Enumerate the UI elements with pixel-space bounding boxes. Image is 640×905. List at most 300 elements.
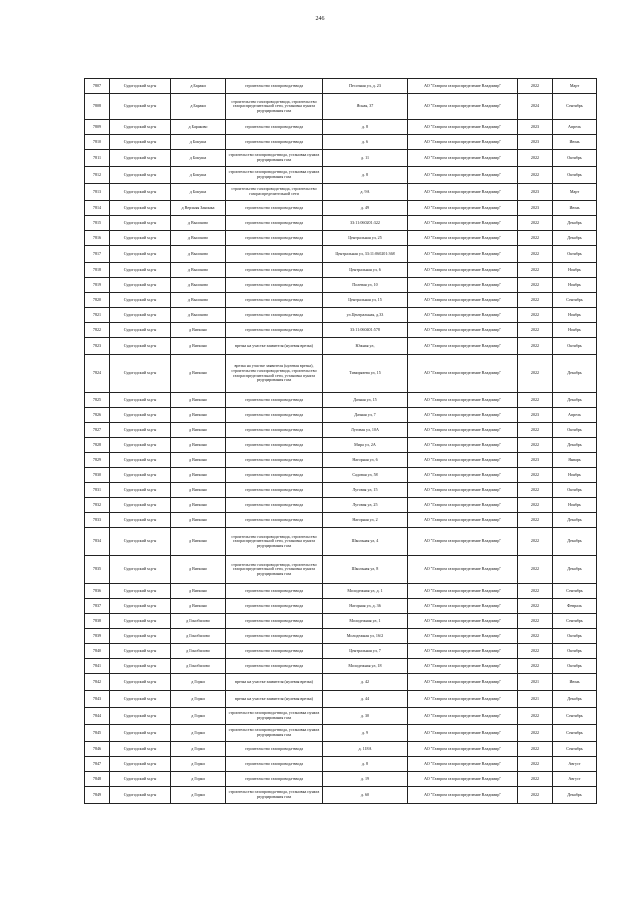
work-type-cell: строительство газопровода-ввода <box>226 246 323 263</box>
row-number: 7847 <box>85 757 110 772</box>
month-cell: Декабрь <box>553 438 597 453</box>
month-cell: Январь <box>553 453 597 468</box>
district-cell: Судогодский м.р-н <box>110 120 171 135</box>
organization-cell: АО "Газпром газораспределение Владимир" <box>408 438 518 453</box>
address-cell: Центральная ул, 6 <box>323 263 408 278</box>
row-number: 7845 <box>85 725 110 742</box>
row-number: 7811 <box>85 150 110 167</box>
year-cell: 2022 <box>518 293 553 308</box>
month-cell: Февраль <box>553 599 597 614</box>
month-cell: Сентябрь <box>553 725 597 742</box>
organization-cell: АО "Газпром газораспределение Владимир" <box>408 498 518 513</box>
row-number: 7815 <box>85 216 110 231</box>
locality-cell: д Вяткино <box>171 498 226 513</box>
locality-cell: д Вяткино <box>171 423 226 438</box>
address-cell: Молодежная ул, 16/2 <box>323 629 408 644</box>
table-row <box>85 423 597 438</box>
address-cell: Молодежная ул, 1 <box>323 614 408 629</box>
locality-cell: д Горки <box>171 691 226 708</box>
district-cell: Судогодский м.р-н <box>110 167 171 184</box>
locality-cell: д Вяткино <box>171 513 226 528</box>
year-cell: 2022 <box>518 584 553 599</box>
address-cell: Мира ул, 2А <box>323 438 408 453</box>
organization-cell: АО "Газпром газораспределение Владимир" <box>408 167 518 184</box>
address-cell: д. 44 <box>323 691 408 708</box>
work-type-cell: строительство газопровода-ввода <box>226 659 323 674</box>
address-cell: ул.Центральная, д.33 <box>323 308 408 323</box>
row-number: 7810 <box>85 135 110 150</box>
row-number: 7828 <box>85 438 110 453</box>
locality-cell: д Вяткино <box>171 338 226 355</box>
table-row <box>85 278 597 293</box>
district-cell: Судогодский м.р-н <box>110 644 171 659</box>
address-cell: Луговая ул, 10А <box>323 423 408 438</box>
work-type-cell: строительство газопровода-ввода <box>226 263 323 278</box>
organization-cell: АО "Газпром газораспределение Владимир" <box>408 674 518 691</box>
locality-cell: д Бокуша <box>171 150 226 167</box>
locality-cell: д Вяткино <box>171 584 226 599</box>
row-number: 7814 <box>85 201 110 216</box>
table-row <box>85 614 597 629</box>
locality-cell: д Горки <box>171 757 226 772</box>
address-cell: Южная ул, <box>323 338 408 355</box>
locality-cell: д Гонобилово <box>171 659 226 674</box>
month-cell: Март <box>553 184 597 201</box>
address-cell: Школьная ул, 8 <box>323 556 408 584</box>
district-cell: Судогодский м.р-н <box>110 323 171 338</box>
address-cell: д. 30 <box>323 708 408 725</box>
locality-cell: д Бараки <box>171 94 226 120</box>
table-row <box>85 599 597 614</box>
month-cell: Декабрь <box>553 528 597 556</box>
row-number: 7834 <box>85 528 110 556</box>
locality-cell: д Бараково <box>171 120 226 135</box>
table-row <box>85 629 597 644</box>
address-cell: д. 11 <box>323 150 408 167</box>
organization-cell: АО "Газпром газораспределение Владимир" <box>408 787 518 804</box>
work-type-cell: строительство газопровода-ввода, установка пункта редуцирования газа <box>226 150 323 167</box>
organization-cell: АО "Газпром газораспределение Владимир" <box>408 79 518 94</box>
table-row <box>85 246 597 263</box>
address-cell: д. 42 <box>323 674 408 691</box>
work-type-cell: строительство газопровода-ввода, установка пункта редуцирования газа <box>226 708 323 725</box>
work-type-cell: строительство газопровода-ввода <box>226 438 323 453</box>
work-type-cell: строительство газопровода-ввода <box>226 231 323 246</box>
district-cell: Судогодский м.р-н <box>110 263 171 278</box>
organization-cell: АО "Газпром газораспределение Владимир" <box>408 468 518 483</box>
address-cell: Молодежная ул, д. 1 <box>323 584 408 599</box>
organization-cell: АО "Газпром газораспределение Владимир" <box>408 338 518 355</box>
district-cell: Судогодский м.р-н <box>110 216 171 231</box>
year-cell: 2022 <box>518 513 553 528</box>
district-cell: Судогодский м р-н <box>110 94 171 120</box>
locality-cell: д Горки <box>171 708 226 725</box>
work-type-cell: строительство газопровода-ввода <box>226 323 323 338</box>
address-cell: Тимирязева ул, 15 <box>323 355 408 393</box>
locality-cell: д Гонобилово <box>171 644 226 659</box>
month-cell: Сентябрь <box>553 94 597 120</box>
table-row <box>85 167 597 184</box>
district-cell: Судогодский м.р-н <box>110 79 171 94</box>
table-row <box>85 94 597 120</box>
year-cell: 2022 <box>518 528 553 556</box>
year-cell: 2022 <box>518 556 553 584</box>
organization-cell: АО "Газпром газораспределение Владимир" <box>408 757 518 772</box>
address-cell: Луговая ул, 15 <box>323 483 408 498</box>
page-number: 246 <box>315 16 325 22</box>
district-cell: Судогодский м.р-н <box>110 338 171 355</box>
month-cell: Июнь <box>553 674 597 691</box>
month-cell: Октябрь <box>553 483 597 498</box>
year-cell: 2022 <box>518 231 553 246</box>
address-cell: Нагорная ул, 6 <box>323 453 408 468</box>
table-row <box>85 742 597 757</box>
district-cell: Судогодский м.р-н <box>110 742 171 757</box>
table-row <box>85 659 597 674</box>
row-number: 7827 <box>85 423 110 438</box>
year-cell: 2023 <box>518 135 553 150</box>
locality-cell: д Верхняя Занинка <box>171 201 226 216</box>
locality-cell: д Высоково <box>171 216 226 231</box>
locality-cell: д Высоково <box>171 246 226 263</box>
locality-cell: д Вяткино <box>171 438 226 453</box>
year-cell: 2021 <box>518 674 553 691</box>
row-number: 7832 <box>85 498 110 513</box>
work-type-cell: врезка на участке заявителя (нулевая врезка), строительство газопровода-ввода, строительство газораспределительной сети, установка пункта редуцирования газа <box>226 355 323 393</box>
locality-cell: д Вяткино <box>171 528 226 556</box>
locality-cell: д Высоково <box>171 293 226 308</box>
year-cell: 2022 <box>518 338 553 355</box>
address-cell: Центральная ул, 15 <box>323 293 408 308</box>
table-row <box>85 120 597 135</box>
row-number: 7818 <box>85 263 110 278</box>
locality-cell: д Бокуша <box>171 167 226 184</box>
month-cell: Ноябрь <box>553 323 597 338</box>
table-row <box>85 216 597 231</box>
organization-cell: АО "Газпром газораспределение Владимир" <box>408 135 518 150</box>
district-cell: Судогодский м.р-н <box>110 691 171 708</box>
row-number: 7813 <box>85 184 110 201</box>
organization-cell: АО "Газпром газораспределение Владимир" <box>408 323 518 338</box>
year-cell: 2021 <box>518 691 553 708</box>
row-number: 7833 <box>85 513 110 528</box>
locality-cell: д Вяткино <box>171 408 226 423</box>
district-cell: Судогодский м.р-н <box>110 629 171 644</box>
work-type-cell: врезка на участке заявителя (нулевая врезка) <box>226 691 323 708</box>
month-cell: Октябрь <box>553 659 597 674</box>
district-cell: Судогодский м.р-н <box>110 599 171 614</box>
work-type-cell: строительство газопровода-ввода <box>226 293 323 308</box>
row-number: 7829 <box>85 453 110 468</box>
locality-cell: д Горки <box>171 787 226 804</box>
address-cell: д. 9 <box>323 725 408 742</box>
row-number: 7826 <box>85 408 110 423</box>
work-type-cell: строительство газопровода-ввода, строительство газораспределительной сети, установка пункта редуцирования газа <box>226 528 323 556</box>
organization-cell: АО "Газпром газораспределение Владимир" <box>408 355 518 393</box>
month-cell: Декабрь <box>553 355 597 393</box>
month-cell: Октябрь <box>553 644 597 659</box>
district-cell: Судогодский м.р-н <box>110 556 171 584</box>
table-row <box>85 293 597 308</box>
organization-cell: АО "Газпром газораспределение Владимир" <box>408 263 518 278</box>
locality-cell: д Вяткино <box>171 355 226 393</box>
row-number: 7821 <box>85 308 110 323</box>
month-cell: Апрель <box>553 408 597 423</box>
organization-cell: АО "Газпром газораспределение Владимир" <box>408 246 518 263</box>
district-cell: Судогодский м.р-н <box>110 483 171 498</box>
district-cell: Судогодский м.р-н <box>110 293 171 308</box>
address-cell: д. 49 <box>323 201 408 216</box>
row-number: 7838 <box>85 614 110 629</box>
address-cell: 33:11:060201:322 <box>323 216 408 231</box>
address-cell: Нагорная ул, д. 36 <box>323 599 408 614</box>
row-number: 7823 <box>85 338 110 355</box>
address-cell: Молодежная ул, 18 <box>323 659 408 674</box>
organization-cell: АО "Газпром газораспределение Владимир" <box>408 231 518 246</box>
district-cell: Судогодский м.р-н <box>110 408 171 423</box>
district-cell: Судогодский м.р-н <box>110 513 171 528</box>
row-number: 7835 <box>85 556 110 584</box>
organization-cell: АО "Газпром газораспределение Владимир" <box>408 556 518 584</box>
work-type-cell: строительство газопровода-ввода <box>226 483 323 498</box>
month-cell: Декабрь <box>553 231 597 246</box>
organization-cell: АО "Газпром газораспределение Владимир" <box>408 408 518 423</box>
row-number: 7807 <box>85 79 110 94</box>
month-cell: Июнь <box>553 135 597 150</box>
month-cell: Октябрь <box>553 423 597 438</box>
row-number: 7808 <box>85 94 110 120</box>
work-type-cell: строительство газопровода-ввода <box>226 453 323 468</box>
address-cell: Ясная, 37 <box>323 94 408 120</box>
table-row <box>85 483 597 498</box>
work-type-cell: строительство газопровода-ввода <box>226 135 323 150</box>
organization-cell: АО "Газпром газораспределение Владимир" <box>408 94 518 120</box>
table-row <box>85 528 597 556</box>
year-cell: 2023 <box>518 453 553 468</box>
year-cell: 2022 <box>518 787 553 804</box>
row-number: 7817 <box>85 246 110 263</box>
table-row <box>85 757 597 772</box>
district-cell: Судогодский м.р-н <box>110 150 171 167</box>
month-cell: Ноябрь <box>553 278 597 293</box>
table-row <box>85 355 597 393</box>
month-cell: Декабрь <box>553 216 597 231</box>
work-type-cell: строительство газопровода-ввода <box>226 584 323 599</box>
table-row <box>85 725 597 742</box>
organization-cell: АО "Газпром газораспределение Владимир" <box>408 393 518 408</box>
locality-cell: д Вяткино <box>171 323 226 338</box>
district-cell: Судогодский м.р-н <box>110 231 171 246</box>
organization-cell: АО "Газпром газораспределение Владимир" <box>408 691 518 708</box>
work-type-cell: строительство газопровода-ввода, установка пункта редуцирования газа <box>226 725 323 742</box>
month-cell: Ноябрь <box>553 468 597 483</box>
table-row <box>85 135 597 150</box>
month-cell: Декабрь <box>553 556 597 584</box>
month-cell: Ноябрь <box>553 263 597 278</box>
work-type-cell: строительство газопровода-ввода <box>226 498 323 513</box>
organization-cell: АО "Газпром газораспределение Владимир" <box>408 742 518 757</box>
table-row <box>85 453 597 468</box>
locality-cell: д Бараки <box>171 79 226 94</box>
year-cell: 2022 <box>518 355 553 393</box>
year-cell: 2022 <box>518 246 553 263</box>
year-cell: 2022 <box>518 629 553 644</box>
table-row <box>85 201 597 216</box>
table-row <box>85 708 597 725</box>
district-cell: Судогодский м.р-н <box>110 584 171 599</box>
organization-cell: АО "Газпром газораспределение Владимир" <box>408 483 518 498</box>
year-cell: 2022 <box>518 757 553 772</box>
work-type-cell: врезка на участке заявителя (нулевая врезка) <box>226 674 323 691</box>
table-row <box>85 323 597 338</box>
address-cell: д. 19 <box>323 772 408 787</box>
organization-cell: АО "Газпром газораспределение Владимир" <box>408 708 518 725</box>
work-type-cell: строительство газопровода-ввода <box>226 772 323 787</box>
work-type-cell: строительство газопровода-ввода <box>226 629 323 644</box>
table-row <box>85 787 597 804</box>
year-cell: 2022 <box>518 167 553 184</box>
address-cell: д. 60 <box>323 787 408 804</box>
month-cell: Октябрь <box>553 150 597 167</box>
organization-cell: АО "Газпром газораспределение Владимир" <box>408 659 518 674</box>
year-cell: 2022 <box>518 725 553 742</box>
row-number: 7837 <box>85 599 110 614</box>
organization-cell: АО "Газпром газораспределение Владимир" <box>408 216 518 231</box>
month-cell: Декабрь <box>553 393 597 408</box>
organization-cell: АО "Газпром газораспределение Владимир" <box>408 644 518 659</box>
locality-cell: д Высоково <box>171 231 226 246</box>
work-type-cell: строительство газопровода-ввода <box>226 278 323 293</box>
work-type-cell: строительство газопровода-ввода <box>226 513 323 528</box>
table-row <box>85 79 597 94</box>
district-cell: Судогодский м.р-н <box>110 453 171 468</box>
work-type-cell: строительство газопровода-ввода <box>226 393 323 408</box>
work-type-cell: строительство газопровода-ввода <box>226 308 323 323</box>
district-cell: Судогодский м.р-н <box>110 757 171 772</box>
locality-cell: д Бокуша <box>171 135 226 150</box>
year-cell: 2022 <box>518 150 553 167</box>
locality-cell: д Гонобилово <box>171 629 226 644</box>
year-cell: 2023 <box>518 120 553 135</box>
year-cell: 2022 <box>518 599 553 614</box>
district-cell: Судогодский м.р-н <box>110 184 171 201</box>
table-row <box>85 393 597 408</box>
year-cell: 2022 <box>518 498 553 513</box>
organization-cell: АО "Газпром газораспределение Владимир" <box>408 772 518 787</box>
month-cell: Сентябрь <box>553 293 597 308</box>
row-number: 7820 <box>85 293 110 308</box>
locality-cell: д Горки <box>171 772 226 787</box>
locality-cell: д Вяткино <box>171 599 226 614</box>
table-row <box>85 674 597 691</box>
district-cell: Судогодский м.р-н <box>110 201 171 216</box>
row-number: 7836 <box>85 584 110 599</box>
row-number: 7824 <box>85 355 110 393</box>
address-cell: 33:11:060401:578 <box>323 323 408 338</box>
locality-cell: д Высоково <box>171 263 226 278</box>
address-cell: Дачная ул, 15 <box>323 393 408 408</box>
address-cell: Песочная ул, д. 23 <box>323 79 408 94</box>
row-number: 7830 <box>85 468 110 483</box>
year-cell: 2023 <box>518 184 553 201</box>
work-type-cell: строительство газопровода-ввода <box>226 423 323 438</box>
month-cell: Сентябрь <box>553 708 597 725</box>
work-type-cell: строительство газопровода-ввода, установка пункта редуцирования газа <box>226 167 323 184</box>
month-cell: Октябрь <box>553 246 597 263</box>
year-cell: 2023 <box>518 201 553 216</box>
address-cell: Нагорная ул, 2 <box>323 513 408 528</box>
address-cell: д. 118А <box>323 742 408 757</box>
work-type-cell: врезка на участке заявителя (нулевая врезка) <box>226 338 323 355</box>
year-cell: 2022 <box>518 263 553 278</box>
locality-cell: д Вяткино <box>171 393 226 408</box>
row-number: 7848 <box>85 772 110 787</box>
organization-cell: АО "Газпром газораспределение Владимир" <box>408 599 518 614</box>
work-type-cell: строительство газопровода-ввода, строительство газораспределительной сети <box>226 184 323 201</box>
month-cell: Октябрь <box>553 338 597 355</box>
address-cell: Центральная ул, 25 <box>323 231 408 246</box>
year-cell: 2022 <box>518 483 553 498</box>
month-cell: Октябрь <box>553 629 597 644</box>
month-cell: Сентябрь <box>553 742 597 757</box>
district-cell: Судогодский м.р-н <box>110 659 171 674</box>
year-cell: 2022 <box>518 423 553 438</box>
table-row <box>85 338 597 355</box>
row-number: 7825 <box>85 393 110 408</box>
month-cell: Декабрь <box>553 691 597 708</box>
locality-cell: д Вяткино <box>171 556 226 584</box>
locality-cell: д Вяткино <box>171 483 226 498</box>
row-number: 7819 <box>85 278 110 293</box>
gas-works-table <box>84 78 597 804</box>
year-cell: 2022 <box>518 614 553 629</box>
district-cell: Судогодский м.р-н <box>110 438 171 453</box>
year-cell: 2022 <box>518 468 553 483</box>
organization-cell: АО "Газпром газораспределение Владимир" <box>408 308 518 323</box>
district-cell: Судогодский м.р-н <box>110 393 171 408</box>
table-row <box>85 184 597 201</box>
locality-cell: д Горки <box>171 725 226 742</box>
district-cell: Судогодский м.р-н <box>110 246 171 263</box>
work-type-cell: строительство газопровода-ввода <box>226 408 323 423</box>
work-type-cell: строительство газопровода-ввода <box>226 757 323 772</box>
organization-cell: АО "Газпром газораспределение Владимир" <box>408 423 518 438</box>
organization-cell: АО "Газпром газораспределение Владимир" <box>408 528 518 556</box>
row-number: 7846 <box>85 742 110 757</box>
organization-cell: АО "Газпром газораспределение Владимир" <box>408 513 518 528</box>
month-cell: Декабрь <box>553 787 597 804</box>
locality-cell: д Высоково <box>171 308 226 323</box>
district-cell: Судогодский м.р-н <box>110 135 171 150</box>
work-type-cell: строительство газопровода-ввода <box>226 120 323 135</box>
district-cell: Судогодский м.р-н <box>110 498 171 513</box>
row-number: 7849 <box>85 787 110 804</box>
month-cell: Сентябрь <box>553 584 597 599</box>
organization-cell: АО "Газпром газораспределение Владимир" <box>408 184 518 201</box>
work-type-cell: строительство газопровода-ввода <box>226 614 323 629</box>
organization-cell: АО "Газпром газораспределение Владимир" <box>408 293 518 308</box>
row-number: 7840 <box>85 644 110 659</box>
address-cell: д. 6 <box>323 135 408 150</box>
district-cell: Судогодский м.р-н <box>110 278 171 293</box>
table-row <box>85 644 597 659</box>
table-row <box>85 231 597 246</box>
year-cell: 2022 <box>518 772 553 787</box>
organization-cell: АО "Газпром газораспределение Владимир" <box>408 150 518 167</box>
address-cell: Школьная ул, 4 <box>323 528 408 556</box>
district-cell: Судогодский м.р-н <box>110 308 171 323</box>
row-number: 7843 <box>85 691 110 708</box>
